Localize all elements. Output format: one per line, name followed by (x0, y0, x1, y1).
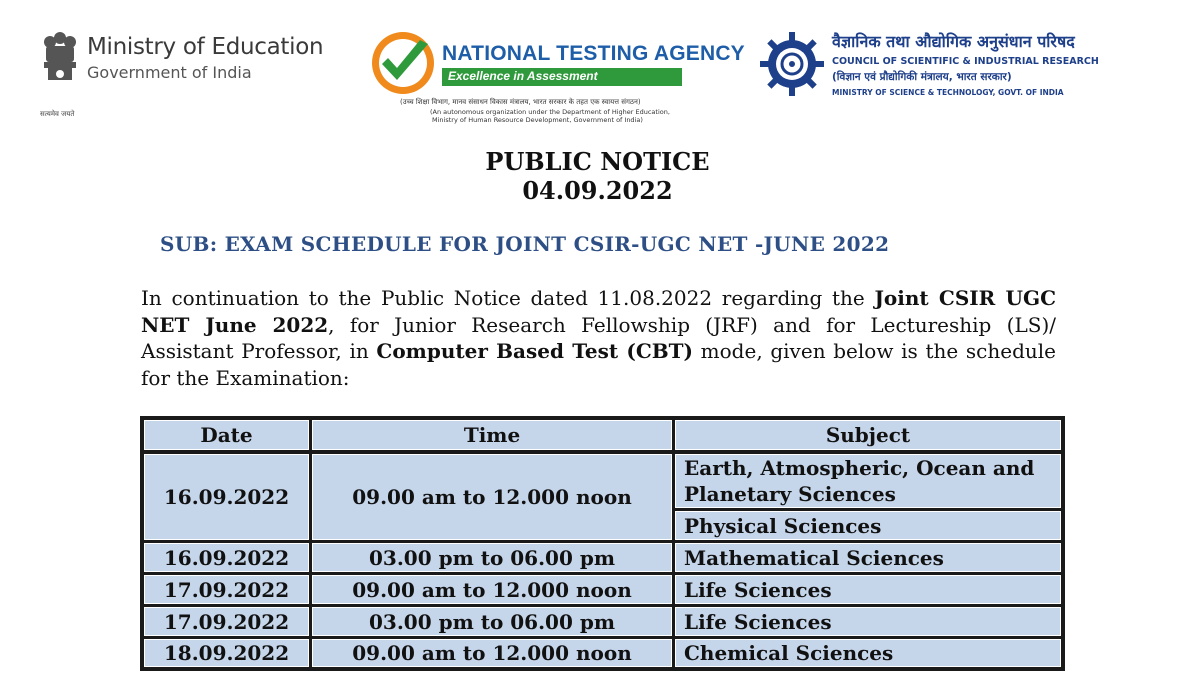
header-date: Date (144, 420, 309, 450)
para-text-2: , for Junior Research Fellowship (JRF) and for Lectureship (LS)/ Assistant Professor, in (141, 312, 1056, 363)
nta-tagline: Excellence in Assessment (448, 69, 598, 83)
csir-gear-icon (760, 32, 824, 96)
csir-hindi-title: वैज्ञानिक तथा औद्योगिक अनुसंधान परिषद (832, 32, 1075, 51)
table-row-4-time: 03.00 pm to 06.00 pm (312, 607, 672, 636)
notice-title: PUBLIC NOTICE (485, 147, 710, 176)
csir-english-title: COUNCIL OF SCIENTIFIC & INDUSTRIAL RESEARCH (832, 56, 1099, 67)
notice-subject: SUB: EXAM SCHEDULE FOR JOINT CSIR-UGC NET -JUNE 2022 (160, 232, 890, 256)
table-row-3-subject: Life Sciences (675, 575, 1061, 604)
table-row-2-date: 16.09.2022 (144, 543, 309, 572)
nta-english-line-1: (An autonomous organization under the Department of Higher Education, (430, 108, 670, 116)
para-text-1: In continuation to the Public Notice dated 11.08.2022 regarding the (141, 286, 875, 310)
table-row-2-subject: Mathematical Sciences (675, 543, 1061, 572)
ministry-title: Ministry of Education (87, 34, 324, 60)
table-row-5-date: 18.09.2022 (144, 639, 309, 667)
nta-english-line-2: Ministry of Human Resource Development, Government of India) (432, 116, 643, 124)
nta-title: NATIONAL TESTING AGENCY (442, 42, 745, 65)
header-time: Time (312, 420, 672, 450)
table-row-2-time: 03.00 pm to 06.00 pm (312, 543, 672, 572)
notice-paragraph (141, 285, 1056, 391)
csir-logo (760, 30, 1100, 102)
table-row-5-time: 09.00 am to 12.000 noon (312, 639, 672, 667)
table-row-3-time: 09.00 am to 12.000 noon (312, 575, 672, 604)
table-row-5-subject: Chemical Sciences (675, 639, 1061, 667)
nta-hindi-line: (उच्च शिक्षा विभाग, मानव संसाधन विकास मंत्रालय, भारत सरकार के तहत एक स्वायत्त संगठन) (400, 98, 641, 106)
para-bold-cbt: Computer Based Test (CBT) (376, 339, 693, 363)
csir-english-ministry: MINISTRY OF SCIENCE & TECHNOLOGY, GOVT. OF INDIA (832, 88, 1064, 97)
table-row-3-date: 17.09.2022 (144, 575, 309, 604)
ministry-subtitle: Government of India (87, 63, 252, 82)
nta-logo (370, 28, 745, 128)
national-emblem-icon (40, 30, 80, 92)
notice-date: 04.09.2022 (522, 176, 673, 205)
ministry-of-education-logo (40, 30, 340, 118)
table-row-1-subject-2: Physical Sciences (675, 511, 1061, 540)
table-row-1-subject-1: Earth, Atmospheric, Ocean and Planetary Sciences (675, 454, 1061, 508)
table-row-1-time: 09.00 am to 12.000 noon (312, 454, 672, 540)
para-text-3: mode, given below is the schedule for the Examination: (141, 339, 1056, 390)
para-bold-exam-name: Joint CSIR UGC NET June 2022 (141, 286, 1056, 337)
table-row-4-subject: Life Sciences (675, 607, 1061, 636)
table-row-4-date: 17.09.2022 (144, 607, 309, 636)
nta-checkmark-icon (370, 30, 436, 96)
emblem-motto: सत्यमेव जयते (40, 110, 75, 118)
exam-schedule-table (140, 416, 1065, 671)
csir-hindi-ministry: (विज्ञान एवं प्रौद्योगिकी मंत्रालय, भारत सरकार) (832, 71, 1012, 83)
table-row-1-date: 16.09.2022 (144, 454, 309, 540)
header-subject: Subject (675, 420, 1061, 450)
